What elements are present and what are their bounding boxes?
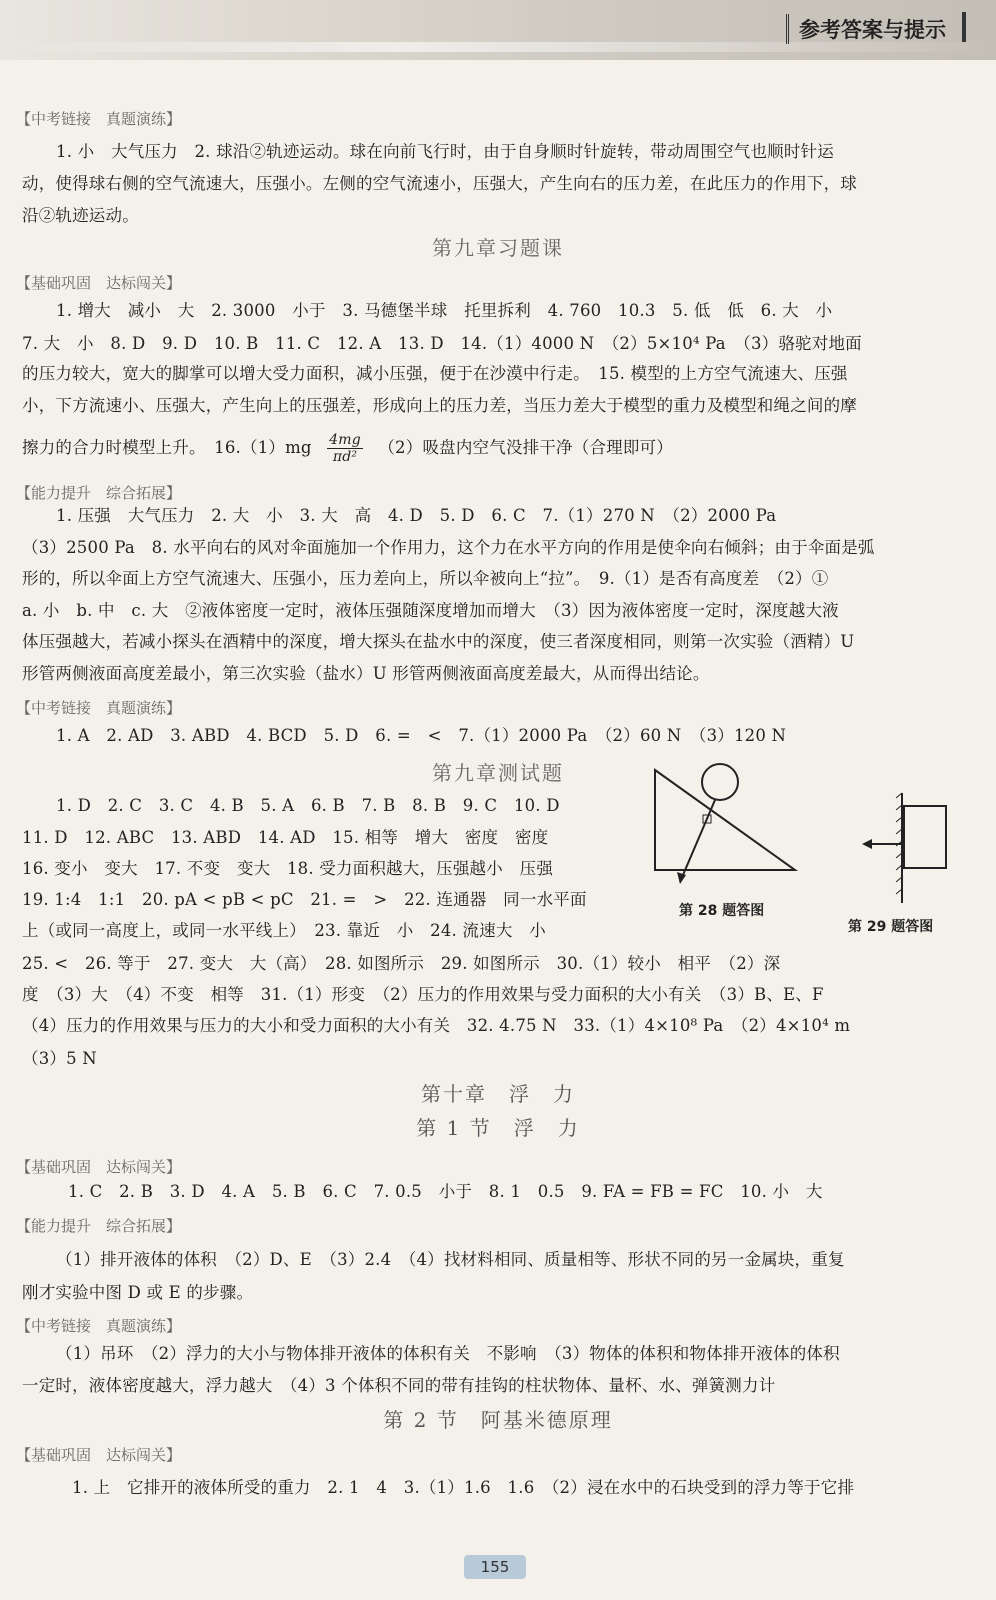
figure-29-diagram [860,788,960,908]
text-line: 7. 大 小 8. D 9. D 10. B 11. C 12. A 13. D 14.（1）4000 N （2）5×10⁴ Pa （3）骆驼对地面 [22,334,862,353]
text-segment: 擦力的合力时模型上升。 16.（1）mg [22,438,312,457]
text-line: 25. < 26. 等于 27. 变大 大（高） 28. 如图所示 29. 如图所示 30.（1）较小 相平 （2）深 [22,954,781,973]
chapter10-section1-title: 第 1 节 浮 力 [416,1116,580,1140]
text-line: 的压力较大，宽大的脚掌可以增大受力面积，减小压强，便于在沙漠中行走。 15. 模型的上方空气流速大、压强 [22,364,848,383]
text-line: a. 小 b. 中 c. 大 ②液体密度一定时，液体压强随深度增加而增大 （3）因为液体密度一定时，深度越大液 [22,601,839,620]
text-line [22,432,673,465]
text-line: （1）排开液体的体积 （2）D、E （3）2.4 （4）找材料相同、质量相等、形状不同的另一金属块，重复 [56,1250,845,1269]
text-line: （1）吊环 （2）浮力的大小与物体排开液体的体积有关 不影响 （3）物体的体积和物体排开液体的体积 [56,1344,840,1363]
text-line: 小，下方流速小、压强大，产生向上的压强差，形成向上的压力差，当压力差大于模型的重力及模型和绳之间的摩 [22,396,857,415]
figure-28-diagram [650,760,800,890]
text-line: 形管两侧液面高度差最小，第三次实验（盐水）U 形管两侧液面高度差最大，从而得出结论。 [22,664,710,683]
incline-triangle [655,770,795,870]
fraction-denominator: πd² [332,449,358,465]
text-line: 1. A 2. AD 3. ABD 4. BCD 5. D 6. = < 7.（1）2000 Pa （2）60 N （3）120 N [56,726,787,745]
text-line: 1. 压强 大气压力 2. 大 小 3. 大 高 4. D 5. D 6. C 7.（1）270 N （2）2000 Pa [56,506,777,525]
text-line: （4）压力的作用效果与压力的大小和受力面积的大小有关 32. 4.75 N 33.（1）4×10⁸ Pa （2）4×10⁴ m [22,1016,851,1035]
header-bar [962,12,966,42]
text-line: （3）5 N [22,1049,97,1068]
section-tag-zhongkao: 【中考链接 真题演练】 [16,699,182,717]
chapter10-title: 第十章 浮 力 [421,1082,575,1106]
fraction [327,432,363,465]
text-segment: （2）吸盘内空气没排干净（合理即可） [378,438,673,457]
text-line: 1. C 2. B 3. D 4. A 5. B 6. C 7. 0.5 小于 8. 1 0.5 9. FA = FB = FC 10. 小 大 [68,1182,823,1201]
block-rect [904,806,946,868]
page-number: 155 [464,1555,526,1579]
force-arrowhead [677,872,686,884]
page-header-title: 参考答案与提示 [786,14,946,44]
section-tag-nengli: 【能力提升 综合拓展】 [16,484,182,502]
chapter9-exercise-title: 第九章习题课 [432,236,564,260]
text-line: 刚才实验中图 D 或 E 的步骤。 [22,1283,254,1302]
text-line: 19. 1:4 1:1 20. pA < pB < pC 21. = > 22. 连通器 同一水平面 [22,890,587,909]
figure-28-caption: 第 28 题答图 [679,903,765,919]
section-tag-zhongkao: 【中考链接 真题演练】 [16,1317,182,1335]
text-line: 体压强越大，若减小探头在酒精中的深度，增大探头在盐水中的深度，使三者深度相同，则第一次实验（酒精）U [22,632,855,651]
section-tag-jichu: 【基础巩固 达标闯关】 [16,1158,182,1176]
text-line: 1. D 2. C 3. C 4. B 5. A 6. B 7. B 8. B 9. C 10. D [56,796,560,815]
text-line: 动，使得球右侧的空气流速大，压强小。左侧的空气流速小，压强大，产生向右的压力差，在此压力的作用下，球 [22,174,857,193]
text-line: 1. 上 它排开的液体所受的重力 2. 1 4 3.（1）1.6 1.6 （2）浸在水中的石块受到的浮力等于它排 [72,1478,855,1497]
text-line: 形的，所以伞面上方空气流速大、压强小，压力差向上，所以伞被向上“拉”。 9.（1）是否有高度差 （2）① [22,569,829,588]
text-line: 1. 增大 减小 大 2. 3000 小于 3. 马德堡半球 托里拆利 4. 760 10.3 5. 低 低 6. 大 小 [56,301,833,320]
text-line: 度 （3）大 （4）不变 相等 31.（1）形变 （2）压力的作用效果与受力面积的大小有关 （3）B、E、F [22,985,824,1004]
text-line: 上（或同一高度上，或同一水平线上） 23. 靠近 小 24. 流速大 小 [22,921,546,940]
text-line: 1. 小 大气压力 2. 球沿②轨迹运动。球在向前飞行时，由于自身顺时针旋转，带动周围空气也顺时针运 [56,142,834,161]
section-tag-nengli: 【能力提升 综合拓展】 [16,1217,182,1235]
chapter9-test-title: 第九章测试题 [432,761,564,785]
force-arrowhead [862,839,872,849]
section-tag-jichu: 【基础巩固 达标闯关】 [16,274,182,292]
figure-29-caption: 第 29 题答图 [848,919,934,935]
text-line: 11. D 12. ABC 13. ABD 14. AD 15. 相等 增大 密度 密度 [22,828,549,847]
chapter10-section2-title: 第 2 节 阿基米德原理 [383,1408,613,1432]
text-line: 沿②轨迹运动。 [22,206,139,225]
fraction-numerator: 4mg [329,432,361,448]
section-tag-jichu: 【基础巩固 达标闯关】 [16,1446,182,1464]
text-line: （3）2500 Pa 8. 水平向右的风对伞面施加一个作用力，这个力在水平方向的作用是使伞向右倾斜；由于伞面是弧 [22,538,875,557]
text-line: 一定时，液体密度越大，浮力越大 （4）3 个体积不同的带有挂钩的柱状物体、量杯、水、弹簧测力计 [22,1376,776,1395]
ball-circle [702,764,738,800]
section-tag-zhongkao: 【中考链接 真题演练】 [16,110,182,128]
text-line: 16. 变小 变大 17. 不变 变大 18. 受力面积越大，压强越小 压强 [22,859,554,878]
